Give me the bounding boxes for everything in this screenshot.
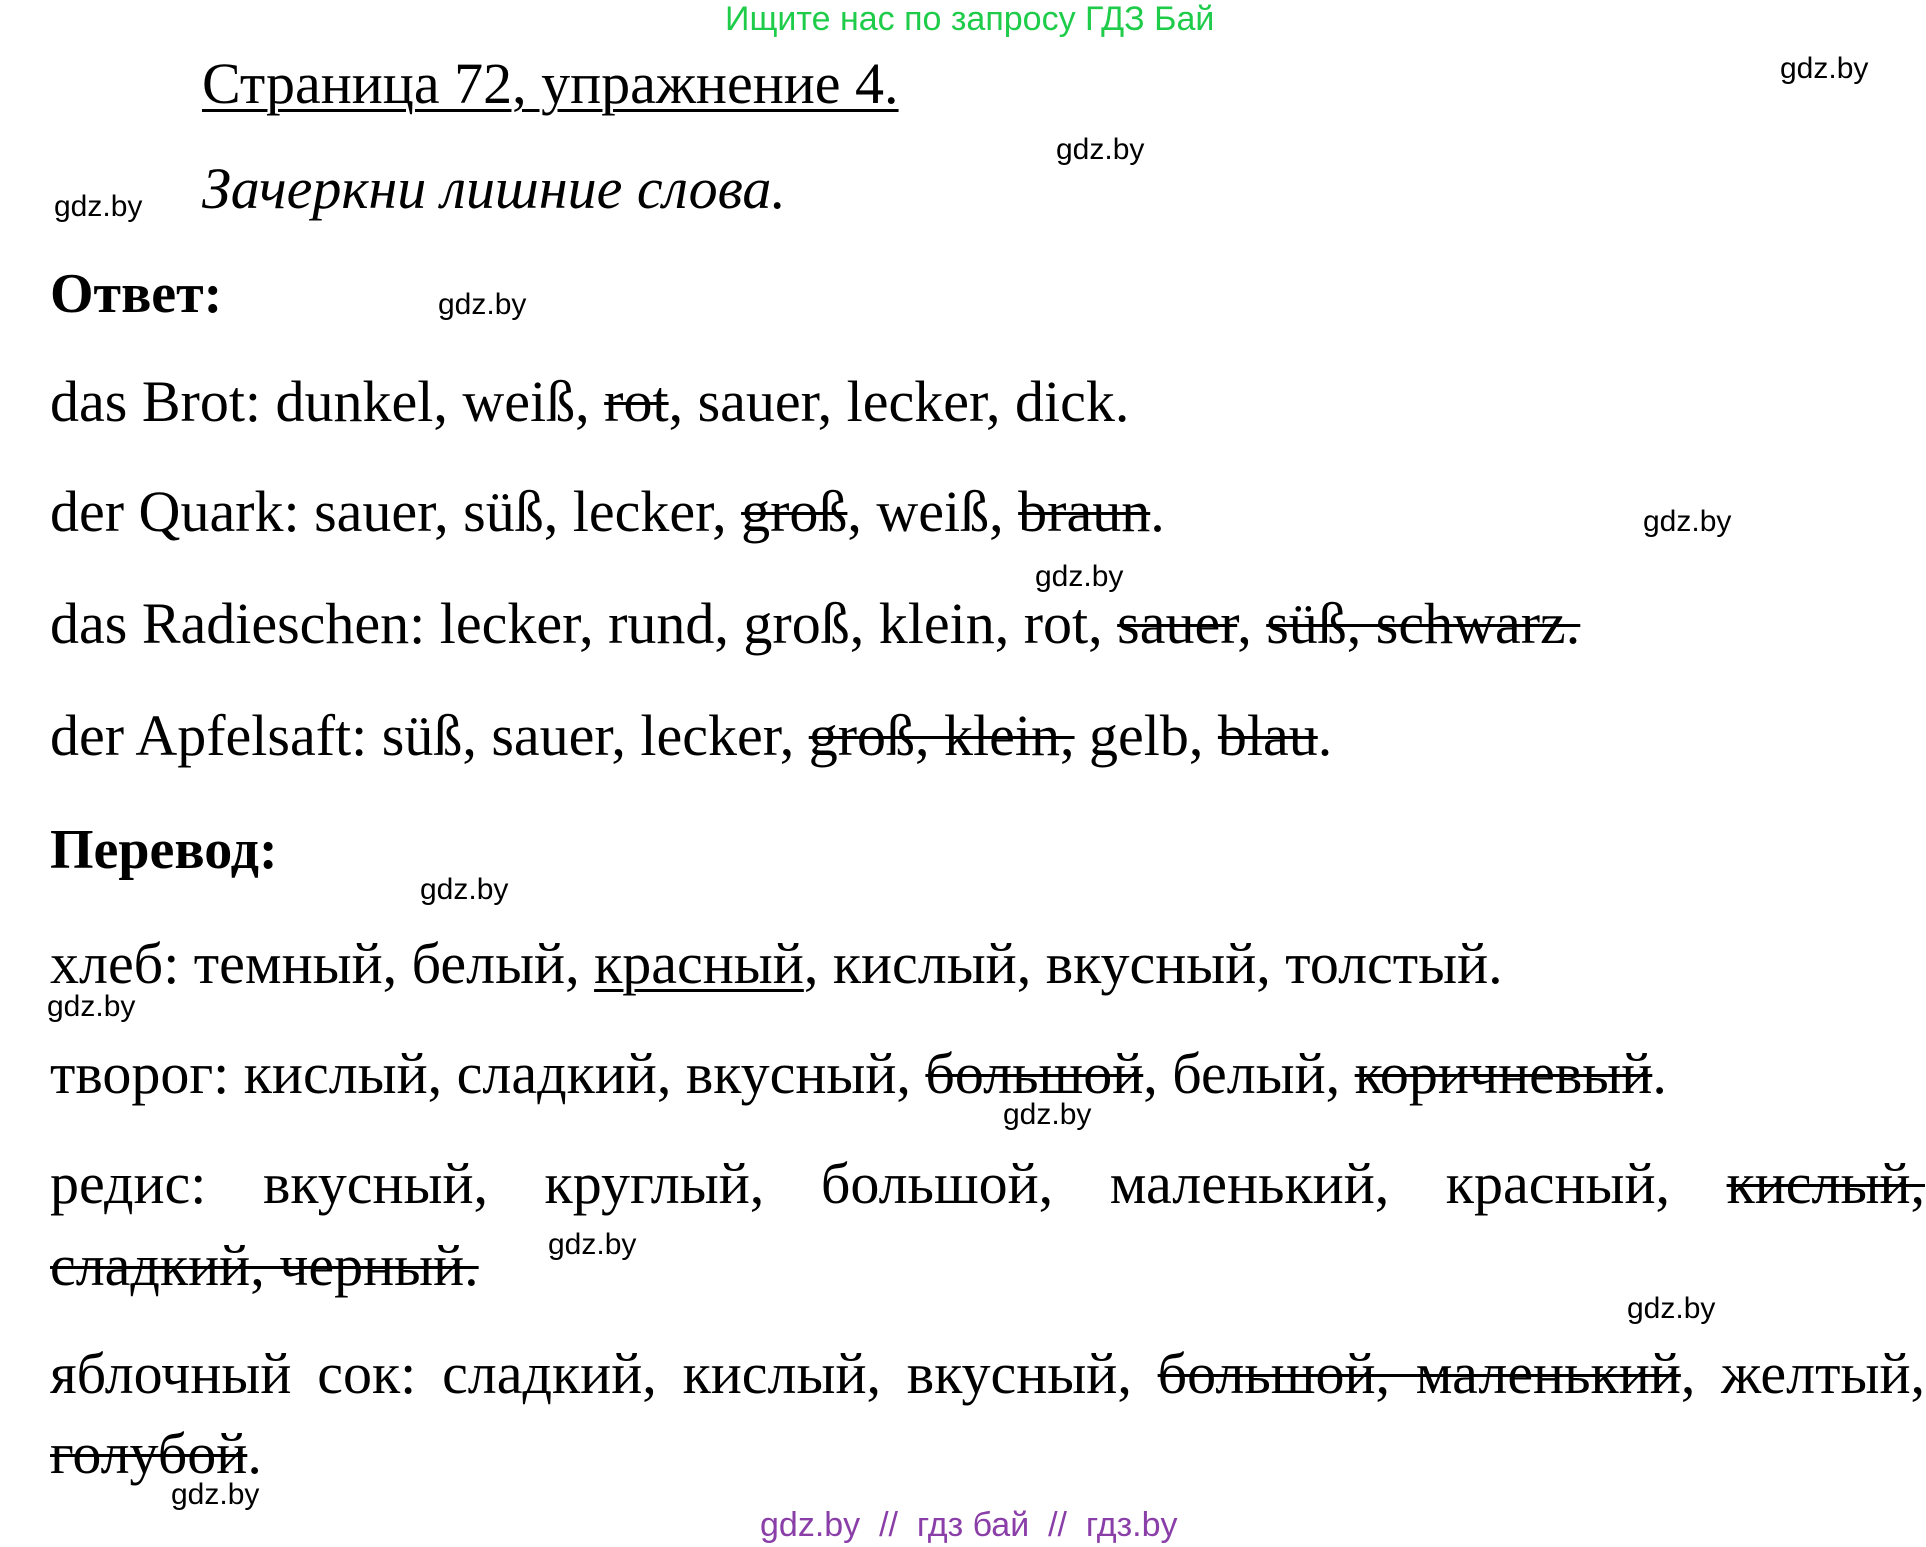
answer-line-2: der Quark: sauer, süß, lecker, groß, weiß, braun. xyxy=(50,479,1165,544)
watermark: gdz.by xyxy=(438,288,527,321)
answer-line-3: das Radieschen: lecker, rund, groß, klein, rot, sauer, süß, schwarz. xyxy=(50,591,1581,656)
struck-word: blau xyxy=(1217,703,1318,768)
answer-line-4: der Apfelsaft: süß, sauer, lecker, groß, klein, gelb, blau. xyxy=(50,703,1333,768)
struck-word: rot xyxy=(604,369,669,434)
struck-word: groß xyxy=(741,479,848,544)
watermark: gdz.by xyxy=(1056,133,1145,166)
watermark: gdz.by xyxy=(1003,1098,1092,1131)
watermark: gdz.by xyxy=(171,1478,260,1511)
translation-line-2: творог: кислый, сладкий, вкусный, большой, белый, коричневый. xyxy=(50,1041,1667,1106)
watermark: gdz.by xyxy=(420,873,509,906)
watermark: gdz.by xyxy=(1627,1292,1716,1325)
answer-line-1: das Brot: dunkel, weiß, rot, sauer, lecker, dick. xyxy=(50,369,1130,434)
struck-word: braun xyxy=(1018,479,1151,544)
struck-word: сладкий, черный. xyxy=(50,1233,479,1298)
translation-line-3-cont xyxy=(50,1232,479,1299)
top-banner[interactable]: Ищите нас по запросу ГДЗ Бай xyxy=(725,0,1215,38)
watermark: gdz.by xyxy=(548,1228,637,1261)
underlined-word: красный xyxy=(594,931,804,996)
struck-word: большой, маленький xyxy=(1157,1341,1681,1406)
watermark: gdz.by xyxy=(47,990,136,1023)
translation-line-3: редис: вкусный, круглый, большой, маленький, красный, кислый, xyxy=(50,1151,1925,1216)
watermark: gdz.by xyxy=(54,190,143,223)
struck-word: большой xyxy=(925,1041,1144,1106)
translation-line-4-cont: голубой. xyxy=(50,1421,262,1486)
watermark: gdz.by xyxy=(1035,560,1124,593)
task-text: Зачеркни лишние слова. xyxy=(202,156,786,221)
struck-word: sauer xyxy=(1117,591,1238,656)
page-title: Страница 72, упражнение 4. xyxy=(202,51,899,116)
watermark: gdz.by xyxy=(1780,52,1869,85)
footer-links[interactable]: gdz.by // гдз бай // гдз.by xyxy=(760,1506,1178,1544)
struck-word: голубой xyxy=(50,1421,248,1486)
struck-word: кислый, xyxy=(1726,1151,1925,1216)
watermark: gdz.by xyxy=(1643,505,1732,538)
answer-heading: Ответ: xyxy=(50,263,223,325)
struck-word: süß, schwarz. xyxy=(1266,591,1581,656)
translation-line-4: яблочный сок: сладкий, кислый, вкусный, большой, маленький, желтый, xyxy=(50,1341,1925,1406)
translation-heading: Перевод: xyxy=(50,819,278,881)
struck-word: groß, klein, xyxy=(808,703,1075,768)
translation-line-1: хлеб: темный, белый, красный, кислый, вкусный, толстый. xyxy=(50,931,1503,996)
struck-word: коричневый xyxy=(1354,1041,1653,1106)
